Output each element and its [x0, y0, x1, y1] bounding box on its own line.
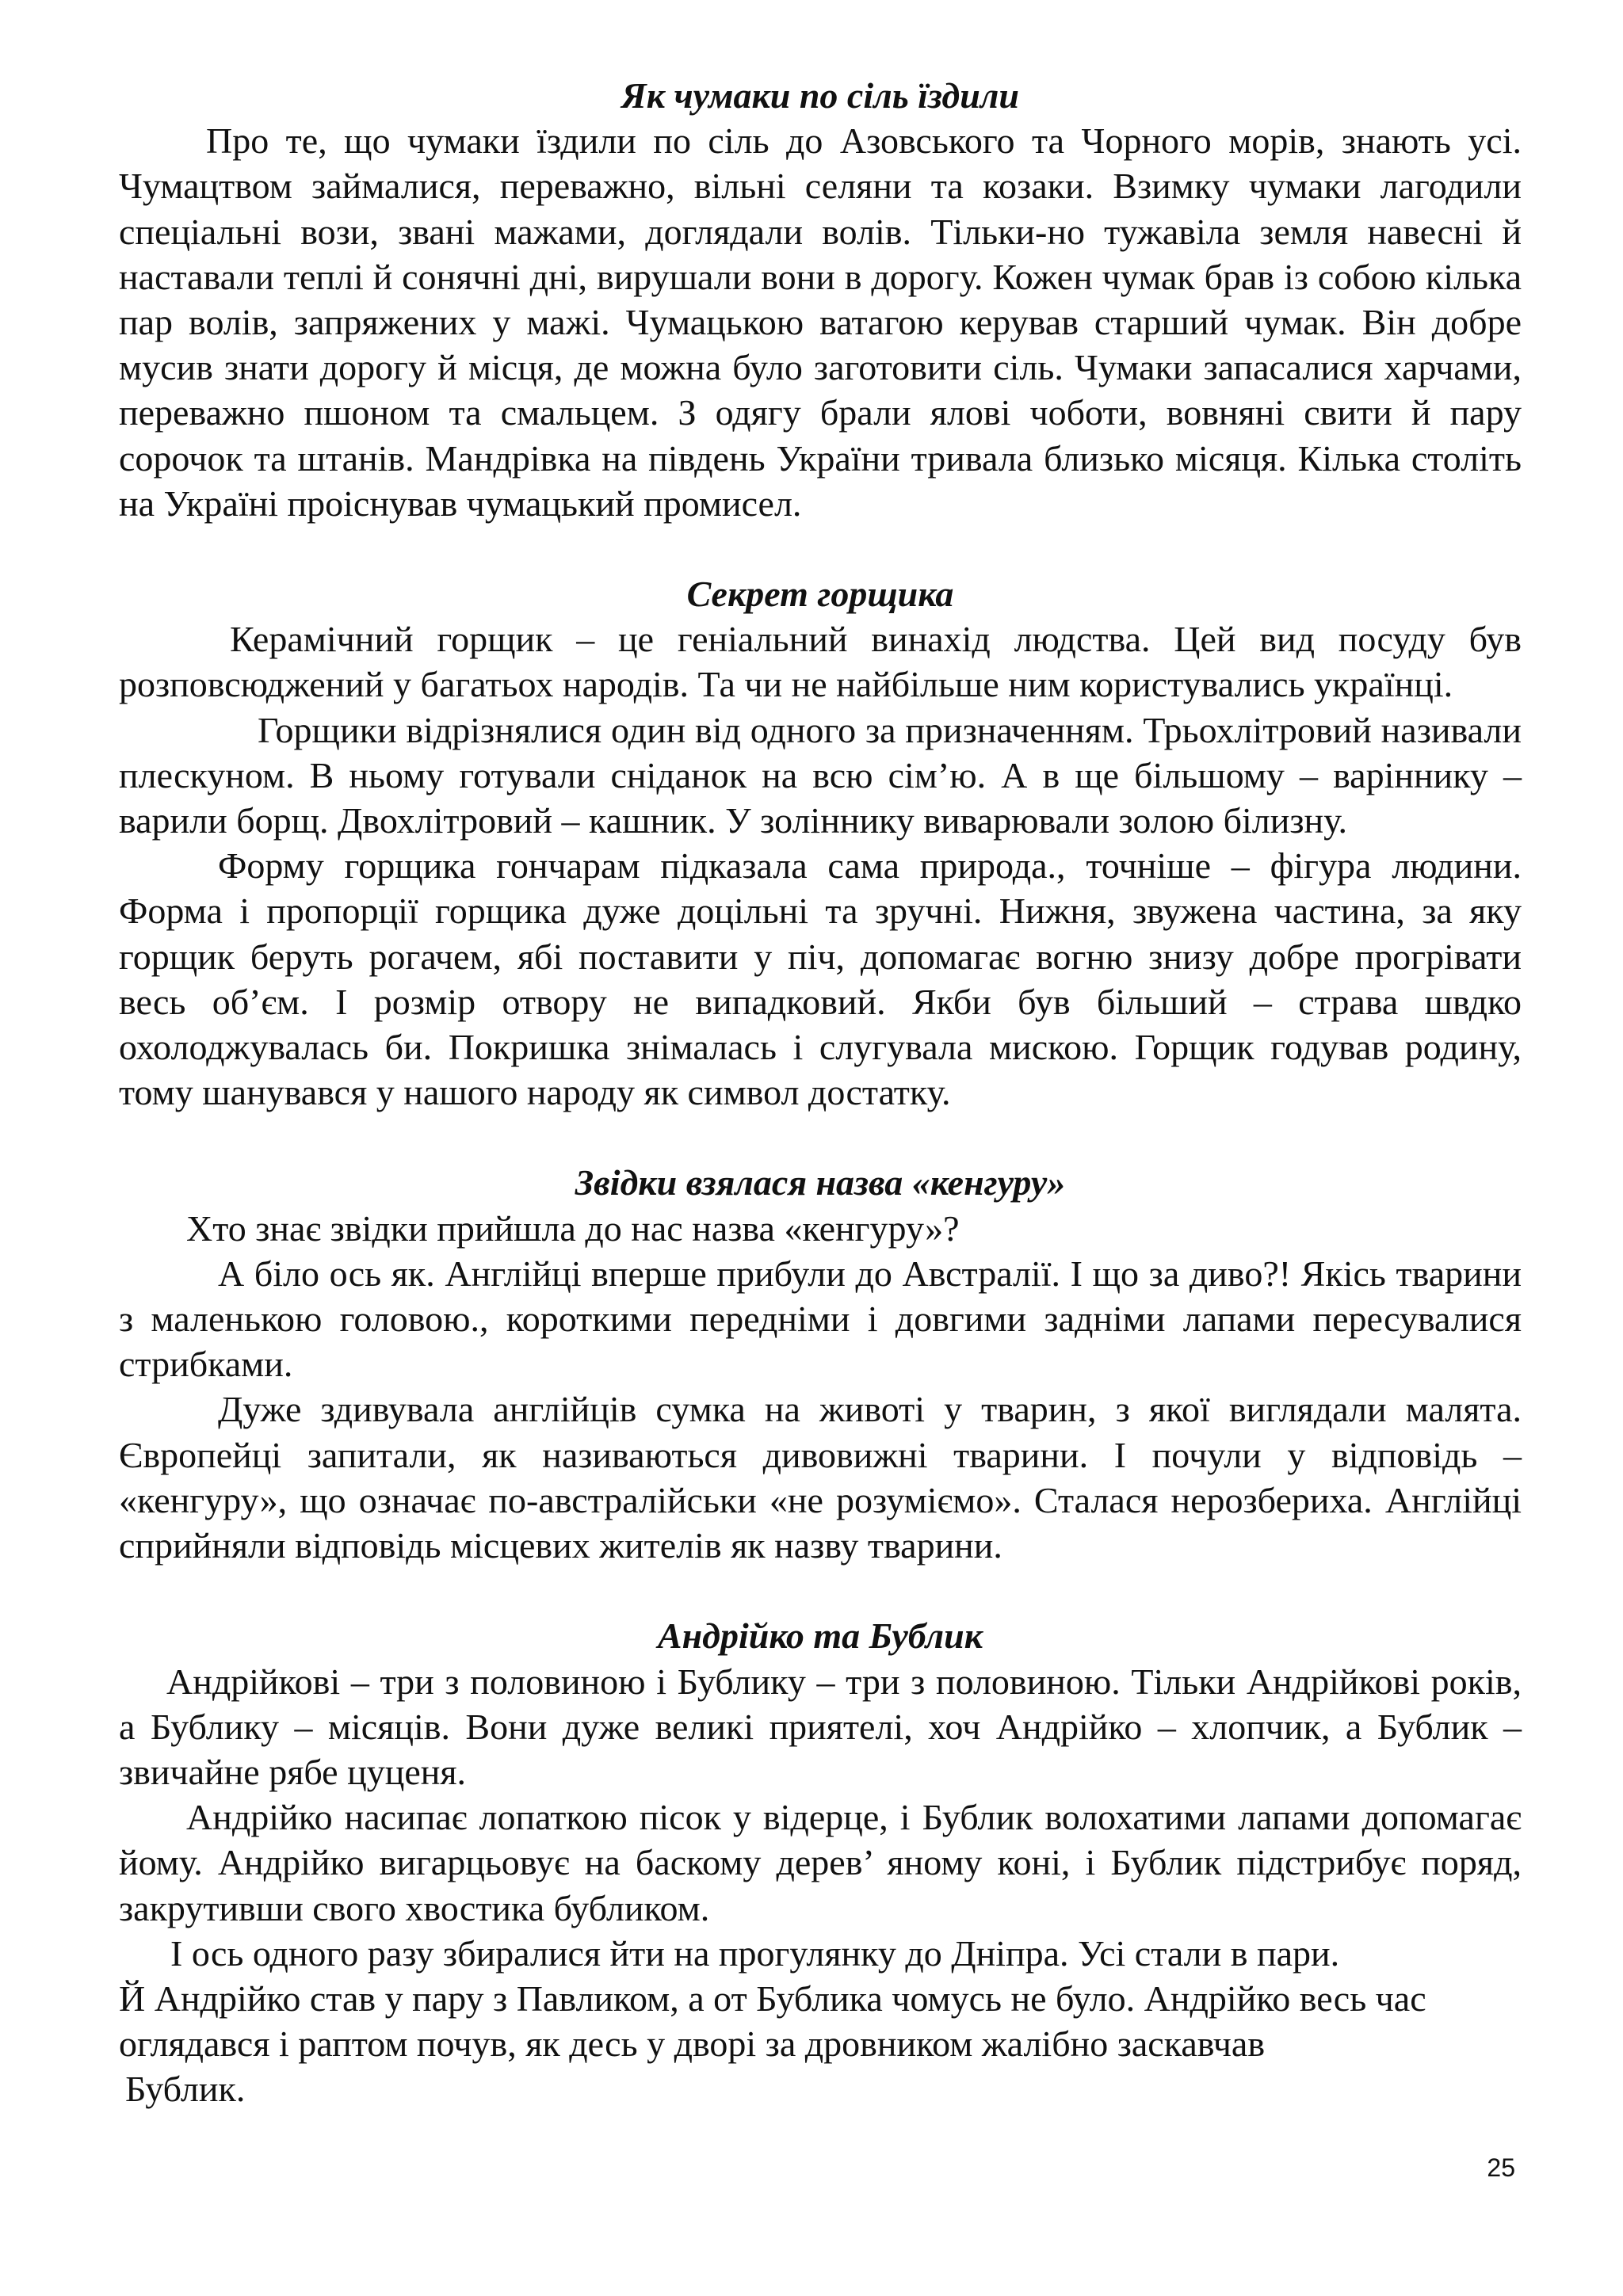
- paragraph-chumaky-1: Про те, що чумаки їздили по сіль до Азовського та Чорного морів, знають усі. Чумацтвом займалися, переважно, вільні селяни та козаки. Взимку чумаки лагодили спеціальні вози, звані мажами, доглядали волів. Тільки-но тужавіла земля навесні й наставали теплі й сонячні дні, вирушали вони в дорогу. Кожен чумак брав із собою кілька пар волів, запряжених у мажі. Чумацькою ватагою керував старший чумак. Він добре мусив знати дорогу й місця, де можна було заготовити сіль. Чумаки запасалися харчами, переважно пшоном та смальцем. З одягу брали ялові чоботи, вовняні свити й пару сорочок та штанів. Мандрівка на південь України тривала близько місяця. Кілька століть на Україні проіснував чумацький промисел.: [119, 120, 1522, 524]
- section-title-chumaky: Як чумаки по сіль їздили: [621, 75, 1019, 116]
- section-spacer: [119, 1568, 1522, 1613]
- paragraph-andriiko-3: І ось одного разу збиралися йти на прогулянку до Дніпра. Усі стали в пари.: [170, 1932, 1340, 1974]
- page-number: 25: [1487, 2153, 1515, 2182]
- paragraph-andriiko-5: Бублик.: [125, 2069, 246, 2110]
- paragraph-horshchyk-1: Керамічний горщик – це геніальний винахід людства. Цей вид посуду був розповсюджений у багатьох народів. Та чи не найбільше ним користувались українці.: [119, 619, 1522, 705]
- paragraph-horshchyk-3: Форму горщика гончарам підказала сама природа., точніше – фігура людини. Форма і пропорції горщика дуже доцільні та зручні. Нижня, звужена частина, за яку горщик беруть рогачем, ябі поставити у піч, допомагає вогню знизу добре прогрівати весь об’єм. І розмір отвору не випадковий. Якби був більший – страва швдко охолоджувалась би. Покришка знімалась і слугувала мискою. Горщик годував родину, тому шанувався у нашого народу як символ достатку.: [119, 845, 1522, 1113]
- paragraph-andriiko-4: Й Андрійко став у пару з Павликом, а от Бублика чомусь не було. Андрійко весь час оглядався і раптом почув, як десь у дворі за дровником жалібно заскавчав: [119, 1978, 1426, 2065]
- section-title-andriiko: Андрійко та Бублик: [657, 1615, 983, 1657]
- document-page: [119, 73, 1522, 2112]
- paragraph-kenguru-1: Хто знає звідки прийшла до нас назва «кенгуру»?: [186, 1207, 960, 1249]
- paragraph-horshchyk-2: Горщики відрізнялися один від одного за призначенням. Трьохлітровий називали плескуном. В ньому готували сніданок на всю сім’ю. А в ще більшому – варіннику – варили борщ. Двохлітровий – кашник. У золіннику виварювали золою білизну.: [119, 709, 1522, 841]
- paragraph-andriiko-1: Андрійкові – три з половиною і Бублику – три з половиною. Тільки Андрійкові років, а Бублику – місяців. Вони дуже великі приятелі, хоч Андрійко – хлопчик, а Бублик – звичайне рябе цуценя.: [119, 1661, 1522, 1792]
- paragraph-kenguru-3: Дуже здивувала англійців сумка на животі у тварин, з якої виглядали малята. Європейці запитали, як називаються дивовижні тварини. І почули у відповідь – «кенгуру», що означає по-австралійськи «не розуміємо». Сталася нерозбериха. Англійці сприйняли відповідь місцевих жителів як назву тварини.: [119, 1389, 1522, 1566]
- paragraph-kenguru-2: А біло ось як. Англійці вперше прибули до Австралії. І що за диво?! Якісь тварини з маленькою головою., короткими передніми і довгими задніми лапами пересувалися стрибками.: [119, 1253, 1522, 1385]
- section-spacer: [119, 526, 1522, 571]
- section-title-kenguru: Звідки взялася назва «кенгуру»: [575, 1162, 1066, 1203]
- section-spacer: [119, 1115, 1522, 1160]
- section-title-horshchyk: Секрет горщика: [686, 574, 954, 615]
- paragraph-andriiko-2: Андрійко насипає лопаткою пісок у відерце, і Бублик волохатими лапами допомагає йому. Андрійко вигарцьовує на баскому дерев’ яному коні, і Бублик підстрибує поряд, закрутивши свого хвостика бубликом.: [119, 1797, 1522, 1928]
